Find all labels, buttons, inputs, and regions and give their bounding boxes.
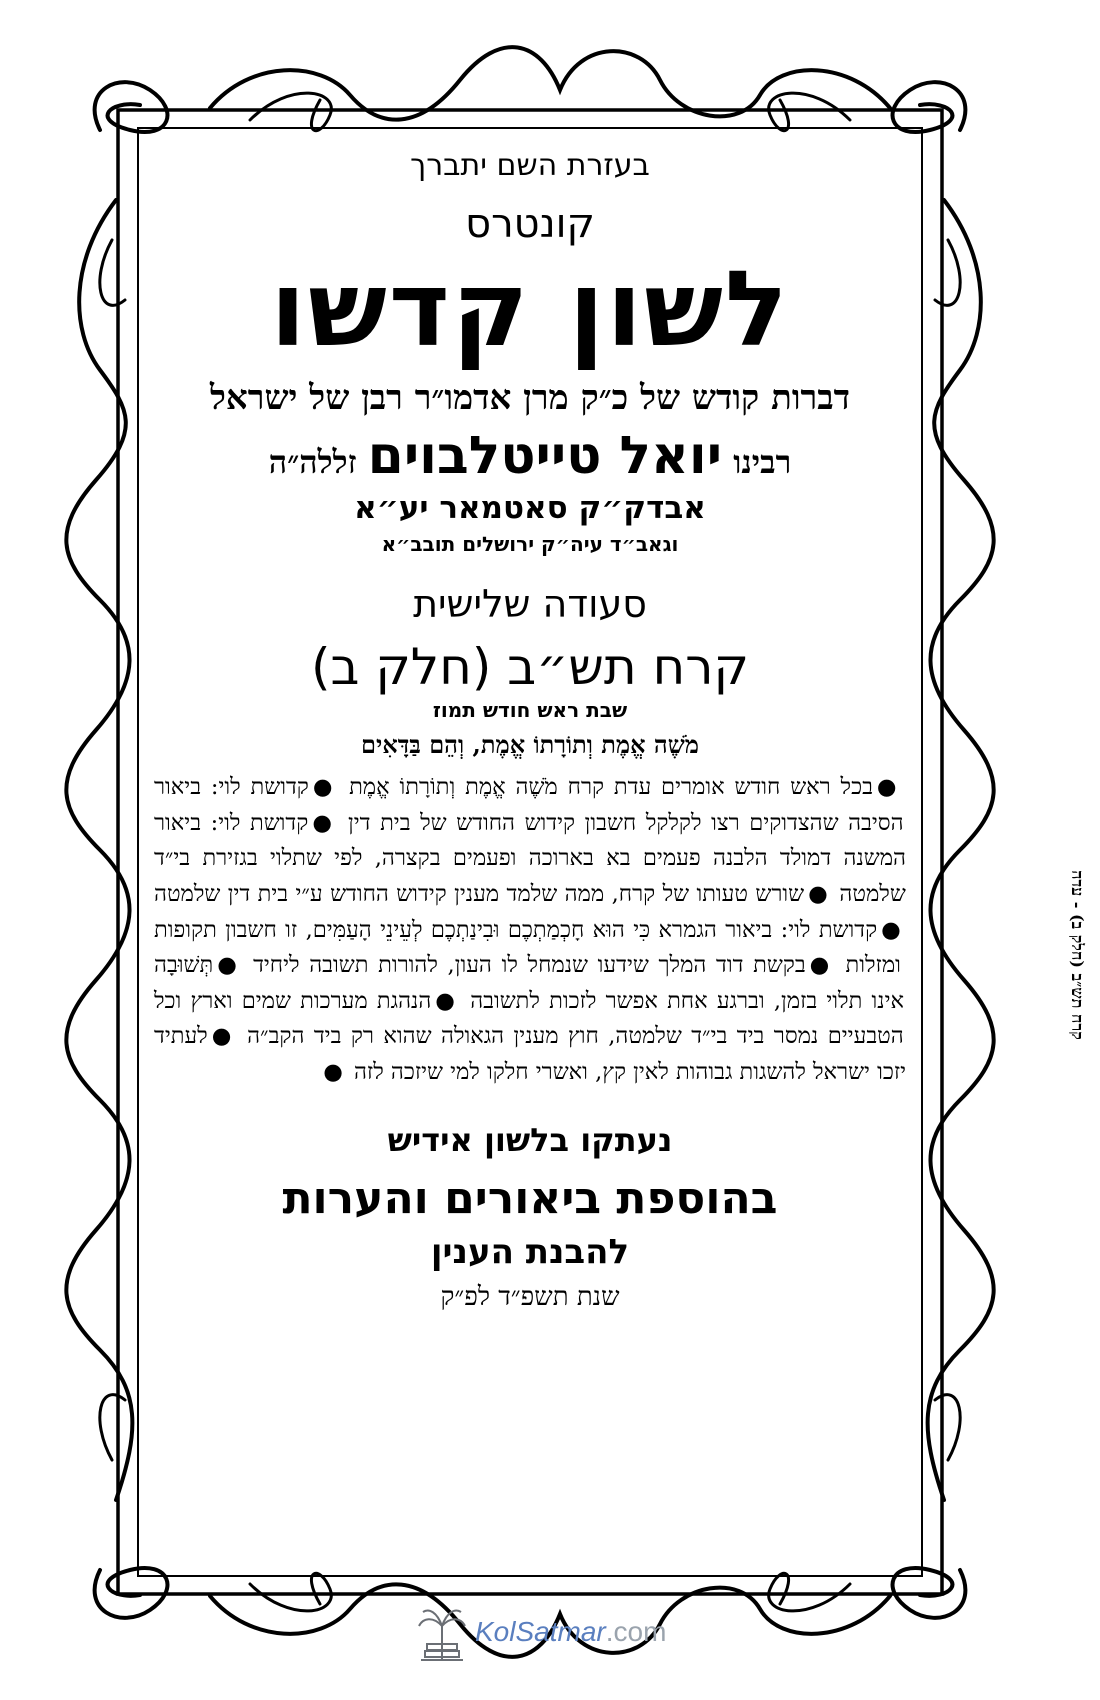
parsha-title: קרח תש״ב (חלק ב) — [311, 638, 749, 697]
logo-text — [475, 1616, 666, 1648]
rebbe-name: יואל טייטלבוים — [367, 426, 723, 487]
bullet-icon: ● — [435, 987, 457, 1014]
topic-item: בכל ראש חודש אומרים עדת קרח מֹשֶׁה אֱמֶת וְתוֹרָתוֹ אֱמֶת — [349, 774, 873, 801]
rebbe-suffix: זללה״ה — [268, 443, 357, 482]
topics-summary — [150, 770, 910, 1090]
palm-tree-books-icon — [415, 1604, 469, 1664]
besiyata-heading: בעזרת השם יתברך — [410, 148, 650, 183]
addition-line: בהוספת ביאורים והערות — [282, 1172, 778, 1224]
topic-item: קדושת לוי: ביאור הסיבה שהצדוקים רצו לקלקל חשבון קידוש החודש של בית דין — [154, 774, 904, 836]
logo-brand: KolSatmar — [475, 1616, 606, 1647]
title-page-content — [150, 148, 910, 1312]
purpose-line: להבנת הענין — [430, 1231, 630, 1272]
kuntres-label: קונטרס — [465, 201, 595, 247]
shabbos-date: שבת ראש חודש תמוז — [432, 698, 628, 723]
description-line: דברות קודש של כ״ק מרן אדמו״ר רבן של ישראל — [210, 378, 850, 419]
translated-note: נעתקו בלשון אידיש — [387, 1120, 673, 1159]
bullet-icon: ● — [211, 1023, 234, 1050]
bullet-icon: ● — [876, 774, 900, 801]
rebbe-name-line — [150, 426, 910, 486]
bullet-icon: ● — [312, 809, 335, 836]
topic-item: קדושת לוי: ביאור הגמרא כִּי הוּא חָכְמַתְכֶם וּבִינַתְכֶם לְעֵינֵי הָעַמִּים, זו חשבון תקופות ומזלות — [154, 916, 901, 979]
topic-item: קדושת לוי: ביאור המשנה דמולד הלבנה פעמים בא בארוכה ופעמים בקצרה, לפי שתלוי בגזירת בי״ד שלמטה — [154, 809, 906, 907]
side-label-text: קרח תש״ב (חלק ב) - עדה — [1068, 870, 1087, 1040]
topic-item: לעתיד יזכו ישראל להשגות גבוהות לאין קץ, ואשרי חלקו למי שיזכה לזה — [154, 1023, 906, 1085]
bullet-icon: ● — [808, 880, 828, 907]
rebbe-prefix: רבינו — [733, 443, 792, 482]
bullet-icon: ● — [217, 952, 240, 979]
seuda-label: סעודה שלישית — [413, 582, 647, 627]
gaavad-title: וגאב״ד עיה״ק ירושלים תובב״א — [381, 532, 679, 557]
topic-item: שורש טעותו של קרח, ממה שלמד מענין קידוש החודש ע״י בית דין שלמטה — [154, 880, 805, 907]
topic-item: הנהגת מערכות שמים וארץ וכל הטבעיים נמסר ביד בי״ד שלמטה, חוץ מענין הגאולה שהוא רק ביד הקב״ה — [154, 987, 904, 1050]
year-line: שנת תשפ״ד לפ״ק — [440, 1281, 620, 1312]
bullet-icon: ● — [809, 952, 832, 979]
bullet-icon: ● — [323, 1058, 343, 1085]
bullet-icon: ● — [312, 774, 336, 801]
logo-suffix: .com — [605, 1616, 667, 1647]
quote-line: מֹשֶׁה אֱמֶת וְתוֹרָתוֹ אֱמֶת, וְהֵם בַּדָּאִים — [361, 730, 699, 760]
main-title: לשון קדשו — [270, 248, 790, 370]
topic-item: בקשת דוד המלך שידעו שנמחל לו העון, להורות תשובה ליחיד — [253, 952, 806, 979]
side-running-label — [1062, 820, 1092, 1090]
kolsatmar-logo[interactable] — [415, 1604, 695, 1664]
abd-title: אבדק״ק סאטמאר יע״א — [354, 490, 706, 527]
topic-item: תְּשׁוּבָה אינו תלוי בזמן, וברגע אחת אפשר לזכות לתשובה — [154, 952, 904, 1014]
bullet-icon: ● — [881, 916, 902, 943]
